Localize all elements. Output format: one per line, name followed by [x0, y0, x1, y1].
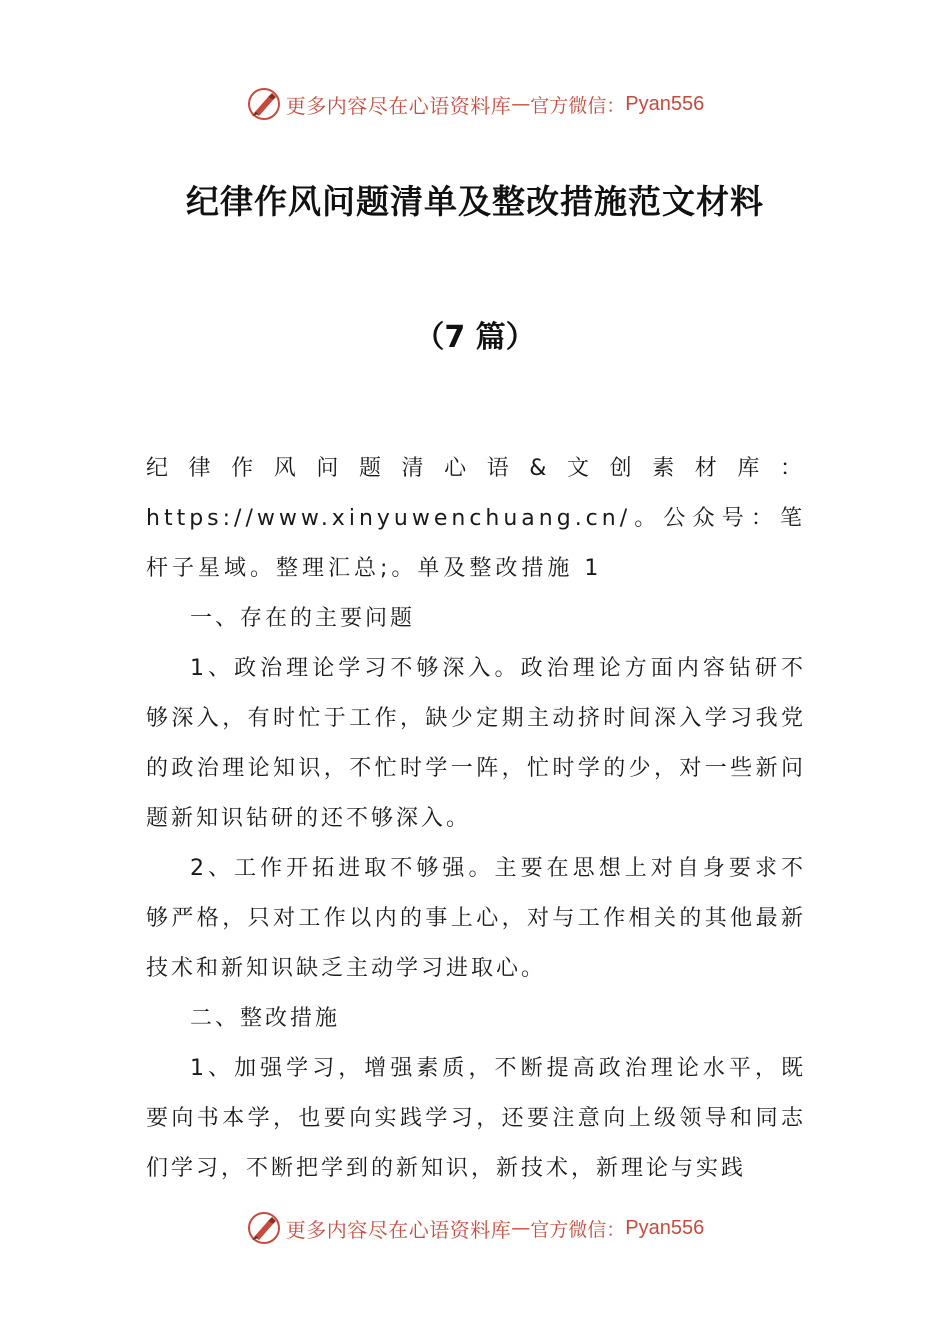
footer-banner [0, 1208, 950, 1248]
header-banner [0, 84, 950, 124]
banner-dash: — [511, 1217, 531, 1239]
section-heading-problems: 一、存在的主要问题 [190, 606, 416, 631]
document-subtitle: （7 篇） [414, 320, 536, 355]
banner-official-label: 官方微信： [530, 1218, 626, 1241]
measure-1-paragraph: 1、加强学习，增强素质，不断提高政治理论水平，既要向书本学，也要向实践学习，还要注意向上级领导和同志们学习，不断把学到的新知识，新技术，新理论与实践 [146, 1056, 806, 1181]
banner-official-label: 官方微信： [530, 94, 626, 117]
pen-nib-logo-icon [246, 1210, 282, 1246]
pen-nib-logo-icon [246, 86, 282, 122]
banner-wechat-id: Pyan556 [625, 1216, 705, 1239]
document-title: 纪律作风问题清单及整改措施范文材料 [186, 182, 764, 221]
banner-wechat-id: Pyan556 [625, 92, 705, 115]
problem-1-paragraph: 1、政治理论学习不够深入。政治理论方面内容钻研不够深入，有时忙于工作，缺少定期主动挤时间深入学习我党的政治理论知识，不忙时学一阵，忙时学的少，对一些新问题新知识钻研的还不够深入。 [146, 656, 806, 831]
banner-text: 更多内容尽在心语资料库 [285, 1217, 512, 1242]
banner-text: 更多内容尽在心语资料库 [285, 93, 512, 118]
section-heading-measures: 二、整改措施 [190, 1006, 341, 1031]
intro-paragraph: 纪律作风问题清心语&文创素材库：https://www.xinyuwenchuang.cn/。公众号：笔杆子星域。整理汇总;。单及整改措施 1 [146, 456, 806, 581]
document-body [146, 444, 806, 1194]
banner-dash: — [511, 93, 531, 115]
problem-2-paragraph: 2、工作开拓进取不够强。主要在思想上对自身要求不够严格，只对工作以内的事上心，对与工作相关的其他最新技术和新知识缺乏主动学习进取心。 [146, 856, 806, 981]
